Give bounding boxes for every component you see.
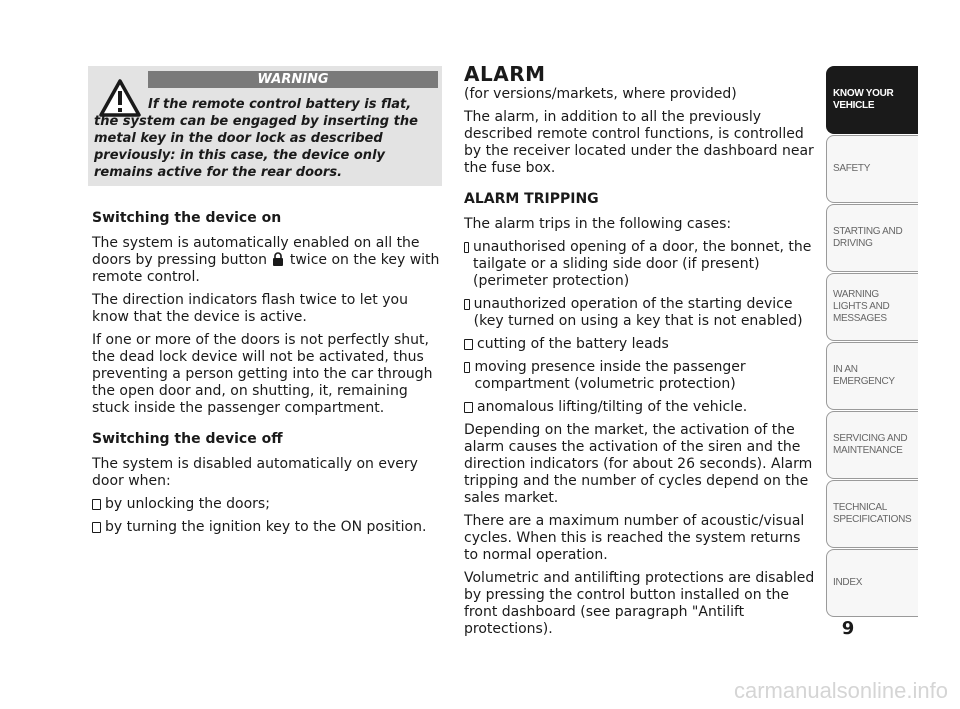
checkbox-bullet-icon: [464, 362, 470, 373]
paragraph-enable: The system is automatically enabled on all the doors by pressing button twice on the key with remote control.: [92, 235, 440, 285]
paragraph-indicators: The direction indicators flash twice to let you know that the device is active.: [92, 292, 408, 325]
page-number: 9: [841, 618, 855, 639]
tab-in-an-emergency[interactable]: IN AN EMERGENCY: [826, 342, 918, 410]
watermark-url: carmanualsonline.info: [733, 678, 948, 703]
checkbox-bullet-icon: [464, 339, 473, 350]
tab-starting-and-driving[interactable]: STARTING AND DRIVING: [826, 204, 918, 272]
checkbox-bullet-icon: [92, 522, 101, 533]
checkbox-bullet-icon: [464, 402, 473, 413]
right-column: [464, 62, 816, 644]
warning-box: [88, 66, 442, 186]
alarm-protections-paragraph: Volumetric and antilifting protections are disabled by pressing the control button installed on the front dashboard (see paragraph "Antilift protections).: [464, 570, 815, 637]
alarm-description: The alarm, in addition to all the previously described remote control functions, is controlled by the receiver located under the dashboard near the fuse box.: [464, 109, 814, 176]
lock-icon: [272, 252, 284, 266]
tab-know-your-vehicle[interactable]: KNOW YOUR VEHICLE: [826, 66, 918, 134]
paragraph-disabled: The system is disabled automatically on every door when:: [92, 456, 418, 489]
list-item: unauthorised opening of a door, the bonnet, the tailgate or a sliding side door (if present) (perimeter protection): [464, 239, 816, 290]
heading-switching-off: Switching the device off: [92, 431, 283, 447]
list-item: unauthorized operation of the starting device (key turned on using a key that is not enabled): [464, 296, 816, 330]
list-item: cutting of the battery leads: [464, 336, 816, 353]
tab-servicing[interactable]: SERVICING AND MAINTENANCE: [826, 411, 918, 479]
alarm-tripping-heading: ALARM TRIPPING: [464, 191, 599, 207]
alarm-activation-paragraph: Depending on the market, the activation of the alarm causes the activation of the siren and the direction indicators (for about 26 seconds). Alarm tripping and the number of cycles depend on the sales market.: [464, 422, 813, 506]
list-item: moving presence inside the passenger compartment (volumetric protection): [464, 359, 816, 393]
left-column: [92, 210, 444, 542]
list-item: by turning the ignition key to the ON position.: [92, 519, 444, 536]
tab-technical-specifications[interactable]: TECHNICAL SPECIFICATIONS: [826, 480, 918, 548]
warning-title: WARNING: [148, 71, 438, 88]
checkbox-bullet-icon: [464, 299, 470, 310]
alarm-subtitle: (for versions/markets, where provided): [464, 86, 737, 102]
checkbox-bullet-icon: [464, 242, 469, 253]
tab-safety[interactable]: SAFETY: [826, 135, 918, 203]
section-tabs: [826, 66, 918, 618]
alarm-cycles-paragraph: There are a maximum number of acoustic/visual cycles. When this is reached the system returns to normal operation.: [464, 513, 805, 563]
heading-switching-on: Switching the device on: [92, 210, 282, 226]
tab-warning-lights[interactable]: WARNING LIGHTS AND MESSAGES: [826, 273, 918, 341]
alarm-heading: ALARM: [464, 62, 546, 86]
tab-index[interactable]: INDEX: [826, 549, 918, 617]
checkbox-bullet-icon: [92, 499, 101, 510]
paragraph-doors: If one or more of the doors is not perfectly shut, the dead lock device will not be activated, thus preventing a person getting into the car through the open door and, on shutting, it, remaining stuck inside the passenger compartment.: [92, 332, 433, 416]
alarm-cases-intro: The alarm trips in the following cases:: [464, 216, 732, 232]
warning-text: If the remote control battery is flat, the system can be engaged by inserting the metal key in the door lock as described previously: in this case, the device only remains active for the rear doors.: [94, 97, 418, 180]
list-item: anomalous lifting/tilting of the vehicle.: [464, 399, 816, 416]
list-item: by unlocking the doors;: [92, 496, 444, 513]
